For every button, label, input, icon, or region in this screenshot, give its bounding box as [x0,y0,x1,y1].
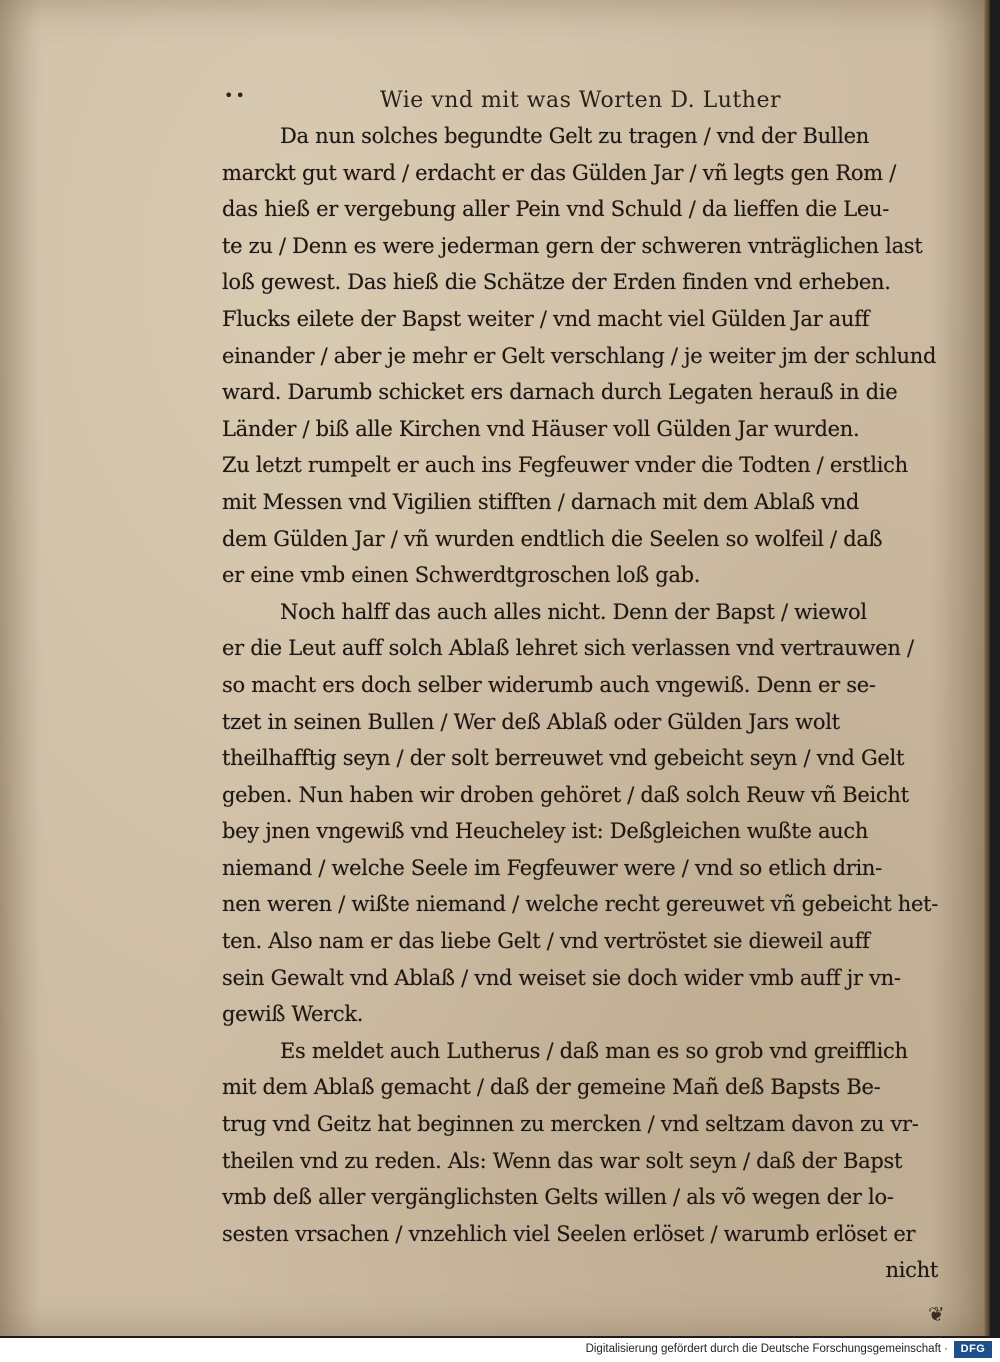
text-line: marckt gut ward / erdacht er das Gülden Jar / vñ legts gen Rom / [222,160,896,185]
dfg-logo[interactable]: DFG [954,1341,992,1358]
text-line: loß gewest. Das hieß die Schätze der Erden finden vnd erheben. [222,270,891,295]
text-line: niemand / welche Seele im Fegfeuwer were / vnd so etlich drin- [222,855,882,880]
text-line: vmb deß aller vergänglichsten Gelts willen / als võ wegen der lo- [222,1185,894,1210]
text-line: sesten vrsachen / vnzehlich viel Seelen erlöset / warumb erlöset er [222,1221,916,1246]
text-line: gewiß Werck. [222,1002,364,1027]
text-line: Länder / biß alle Kirchen vnd Häuser voll Gülden Jar wurden. [222,416,860,441]
text-line: Flucks eilete der Bapst weiter / vnd macht viel Gülden Jar auff [222,306,870,331]
text-line: mit dem Ablaß gemacht / daß der gemeine Mañ deß Bapsts Be- [222,1075,881,1100]
catchword: nicht [885,1258,938,1283]
text-line: ten. Also nam er das liebe Gelt / vnd vertröstet sie dieweil auff [222,929,870,954]
text-line: nen weren / wißte niemand / welche recht gereuwet vñ gebeicht het- [222,892,939,917]
text-line: so macht ers doch selber widerumb auch vngewiß. Denn er se- [222,672,876,697]
running-head: Wie vnd mit was Worten D. Luther [380,88,781,113]
page-edge [984,0,990,1336]
text-line: mit Messen vnd Vigilien stifften / darnach mit dem Ablaß vnd [222,489,859,514]
text-line: Da nun solches begundte Gelt zu tragen / vnd der Bullen [280,124,869,148]
body-text [222,118,942,1289]
text-line: er die Leut auff solch Ablaß lehret sich verlassen vnd vertrauwen / [222,636,914,661]
text-line: ward. Darumb schicket ers darnach durch Legaten herauß in die [222,380,898,405]
text-line: Es meldet auch Lutherus / daß man es so grob vnd greifflich [280,1038,908,1063]
funding-note: Digitalisierung gefördert durch die Deutsche Forschungsgemeinschaft · [585,1343,948,1355]
text-line: theilhafftig seyn / der solt berreuwet vnd gebeicht seyn / vnd Gelt [222,746,905,771]
ornament-icon: ❦ [928,1302,945,1326]
text-line: bey jnen vngewiß vnd Heucheley ist: Deßgleichen wußte auch [222,819,869,844]
text-line: theilen vnd zu reden. Als: Wenn das war solt seyn / daß der Bapst [222,1148,903,1173]
text-line: sein Gewalt vnd Ablaß / vnd weiset sie doch wider vmb auff jr vn- [222,965,901,990]
text-line: einander / aber je mehr er Gelt verschlang / je weiter jm der schlund [222,343,937,368]
text-line: trug vnd Geitz hat beginnen zu mercken / vnd seltzam davon zu vr- [222,1112,919,1137]
text-line: te zu / Denn es were jederman gern der schweren vnträglichen last [222,233,923,258]
text-line: Zu letzt rumpelt er auch ins Fegfeuwer vnder die Todten / erstlich [222,453,908,478]
text-line: das hieß er vergebung aller Pein vnd Schuld / da lieffen die Leu- [222,197,890,222]
text-line: tzet in seinen Bullen / Wer deß Ablaß oder Gülden Jars wolt [222,709,840,734]
footer-bar [0,1338,1000,1362]
page-mark: •• [224,86,247,105]
text-line: er eine vmb einen Schwerdtgroschen loß gab. [222,563,701,588]
text-line: dem Gülden Jar / vñ wurden endtlich die Seelen so wolfeil / daß [222,526,883,551]
text-line: Noch halff das auch alles nicht. Denn der Bapst / wiewol [280,599,867,624]
text-line: geben. Nun haben wir droben gehöret / daß solch Reuw vñ Beicht [222,782,909,807]
